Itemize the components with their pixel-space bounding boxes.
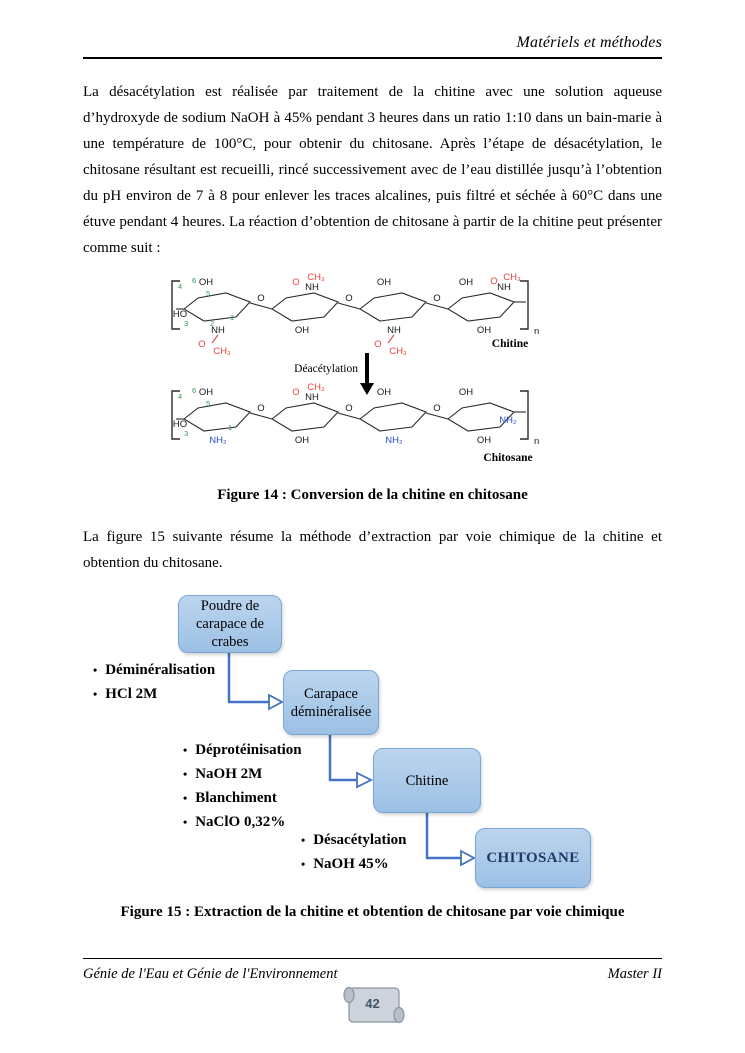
chem-label-oh: OH xyxy=(476,435,492,446)
bullet-icon: • xyxy=(183,743,188,757)
chem-label-oh: OH xyxy=(476,325,492,336)
deacetylation-arrow xyxy=(294,353,374,395)
flow-box-label: Carapace déminéralisée xyxy=(290,685,372,720)
ring-number: 6 xyxy=(192,276,197,285)
bullet-text: Déprotéinisation xyxy=(195,742,302,758)
chem-label-carbonyl-o: O xyxy=(490,276,498,287)
ring-number: 5 xyxy=(206,289,211,298)
flow-box-label: CHITOSANE xyxy=(486,850,580,866)
connector-arrowhead-1 xyxy=(269,695,282,709)
ring-number: 4 xyxy=(178,392,183,401)
chem-label-oh: OH xyxy=(294,435,310,446)
figure15-caption: Figure 15 : Extraction de la chitine et obtention de chitosane par voie chimique xyxy=(120,904,625,920)
bullet-item xyxy=(301,852,407,876)
chem-label-o: O xyxy=(433,293,441,304)
flow-box-label: Poudre de carapace de crabes xyxy=(195,598,264,650)
connector-arrowhead-3 xyxy=(461,851,474,865)
sugar-ring xyxy=(272,403,338,431)
chem-label-oh: OH xyxy=(198,277,214,288)
ring-number: 4 xyxy=(178,282,183,291)
chem-label-nh: NH xyxy=(305,282,319,293)
header-rule xyxy=(83,57,662,59)
arrow-label: Déacétylation xyxy=(294,363,358,375)
bullet-text: NaOH 45% xyxy=(313,856,389,872)
page-footer xyxy=(83,958,662,1034)
chem-label-carbonyl-o: O xyxy=(198,339,206,350)
sugar-ring xyxy=(360,293,426,321)
chem-label-ch3: CH₃ xyxy=(307,382,325,393)
bullet-text: NaOH 2M xyxy=(195,766,263,782)
bullet-item xyxy=(93,658,215,682)
chem-label-ch3: CH₃ xyxy=(503,273,521,283)
chitine-label: Chitine xyxy=(491,338,529,350)
bullet-icon: • xyxy=(183,767,188,781)
bullet-item xyxy=(183,810,302,834)
paragraph-figure15-intro: La figure 15 suivante résume la méthode d’extraction par voie chimique de la chitine et obtention du chitosane. xyxy=(83,529,662,571)
footer-row xyxy=(83,959,662,983)
chem-label-nh: NH xyxy=(305,392,319,403)
chem-label-nh2: NH₂ xyxy=(499,415,517,426)
chem-label-oh: OH xyxy=(458,277,474,288)
ring-number: 3 xyxy=(184,319,189,328)
sugar-ring xyxy=(448,293,514,321)
chem-label-ch3: CH₃ xyxy=(213,346,231,357)
chem-label-carbonyl-o: O xyxy=(292,387,300,398)
page-header xyxy=(83,0,662,59)
ring-number: 1 xyxy=(228,423,233,432)
sugar-ring xyxy=(184,293,250,321)
figure15-flowchart xyxy=(83,592,662,894)
bullet-item xyxy=(93,682,215,706)
chem-label-carbonyl-o: O xyxy=(292,277,300,288)
sugar-ring xyxy=(360,403,426,431)
chem-label-oh: OH xyxy=(458,387,474,398)
chem-label-o: O xyxy=(257,403,265,414)
step3-bullets xyxy=(301,828,407,876)
chem-label-nh: NH xyxy=(497,282,511,293)
page-number: 42 xyxy=(365,996,380,1011)
bullet-text: NaClO 0,32% xyxy=(195,814,286,830)
bullet-text: Déminéralisation xyxy=(105,662,216,678)
chem-label-oh: OH xyxy=(376,387,392,398)
paragraph-desacetylation: La désacétylation est réalisée par traitement de la chitine avec une solution aqueuse d’hydroxyde de sodium NaOH à 45% pendant 3 heures dans un ratio 1:10 dans un bain-marie à une température de 100°C, pour obtenir du chitosane. Après l’étape de désacétylation, le chitosane résultant est recueilli, rincé successivement avec de l’eau distillée jusqu’à l’obtention du pH environ de 7 à 8 pour enlever les traces alcalines, puis filtré et séchée à 60°C dans une étuve pendant 4 heures. La réaction d’obtention de chitosane à partir de la chitine peut présenter comme suit : xyxy=(83,84,662,256)
sugar-ring xyxy=(184,403,250,431)
ring-number: 1 xyxy=(230,313,235,322)
flow-box-carapace-demineralisee xyxy=(283,670,379,735)
header-title: Matériels et méthodes xyxy=(516,34,662,51)
step2-bullets xyxy=(183,738,302,834)
bullet-item xyxy=(183,738,302,762)
chitosane-label: Chitosane xyxy=(483,452,533,464)
bullet-icon: • xyxy=(93,687,98,701)
ring-number: 3 xyxy=(184,429,189,438)
chitosane-structure xyxy=(172,382,539,464)
chem-label-nh2: NH₂ xyxy=(209,435,227,446)
bullet-icon: • xyxy=(183,815,188,829)
bullet-text: Blanchiment xyxy=(195,790,277,806)
right-bracket xyxy=(520,391,528,439)
chem-label-ho: HO xyxy=(172,309,188,320)
chem-label-oh: OH xyxy=(294,325,310,336)
footer-left-text: Génie de l'Eau et Génie de l'Environnement xyxy=(83,966,338,982)
ring-number: 2 xyxy=(210,319,215,328)
chem-label-o: O xyxy=(345,403,353,414)
acetyl-bond xyxy=(388,335,394,343)
bullet-icon: • xyxy=(301,833,306,847)
bullet-item xyxy=(183,786,302,810)
step1-bullets xyxy=(93,658,215,706)
acetyl-bond xyxy=(212,335,218,343)
bullet-item xyxy=(183,762,302,786)
flow-box-label: Chitine xyxy=(405,772,449,789)
polymer-index-n: n xyxy=(534,326,540,337)
ring-number: 6 xyxy=(192,386,197,395)
bullet-item xyxy=(301,828,407,852)
chem-label-o: O xyxy=(433,403,441,414)
connector-arrow-1 xyxy=(229,653,269,702)
chitine-structure xyxy=(172,273,539,357)
figure14-image xyxy=(162,273,583,471)
right-bracket xyxy=(520,281,528,329)
footer-right-text: Master II xyxy=(607,966,662,982)
connector-arrowhead-2 xyxy=(357,773,371,787)
chem-label-carbonyl-o: O xyxy=(374,339,382,350)
chem-label-ch3: CH₃ xyxy=(389,346,407,357)
bullet-icon: • xyxy=(301,857,306,871)
chem-label-nh2: NH₂ xyxy=(385,435,403,446)
arrow-head xyxy=(360,383,374,395)
flow-box-poudre-carapace xyxy=(178,595,282,653)
chem-label-ho: HO xyxy=(172,419,188,430)
chem-label-o: O xyxy=(345,293,353,304)
sugar-ring xyxy=(272,293,338,321)
bullet-icon: • xyxy=(93,663,98,677)
chitine-chitosane-diagram xyxy=(162,273,583,471)
figure14-caption: Figure 14 : Conversion de la chitine en chitosane xyxy=(217,487,528,503)
chem-label-o: O xyxy=(257,293,265,304)
ring-number: 5 xyxy=(206,399,211,408)
connector-arrow-3 xyxy=(427,813,461,858)
bullet-text: HCl 2M xyxy=(105,686,158,702)
chem-label-nh: NH xyxy=(387,325,401,336)
bullet-text: Désacétylation xyxy=(313,832,407,848)
chem-label-oh: OH xyxy=(376,277,392,288)
flow-box-chitine xyxy=(373,748,481,813)
polymer-index-n: n xyxy=(534,436,540,447)
chem-label-nh: NH xyxy=(211,325,225,336)
chem-label-ch3: CH₃ xyxy=(307,273,325,283)
chem-label-oh: OH xyxy=(198,387,214,398)
bullet-icon: • xyxy=(183,791,188,805)
connector-arrow-2 xyxy=(330,735,357,780)
flow-box-chitosane xyxy=(475,828,591,888)
page-number-banner xyxy=(336,983,410,1034)
